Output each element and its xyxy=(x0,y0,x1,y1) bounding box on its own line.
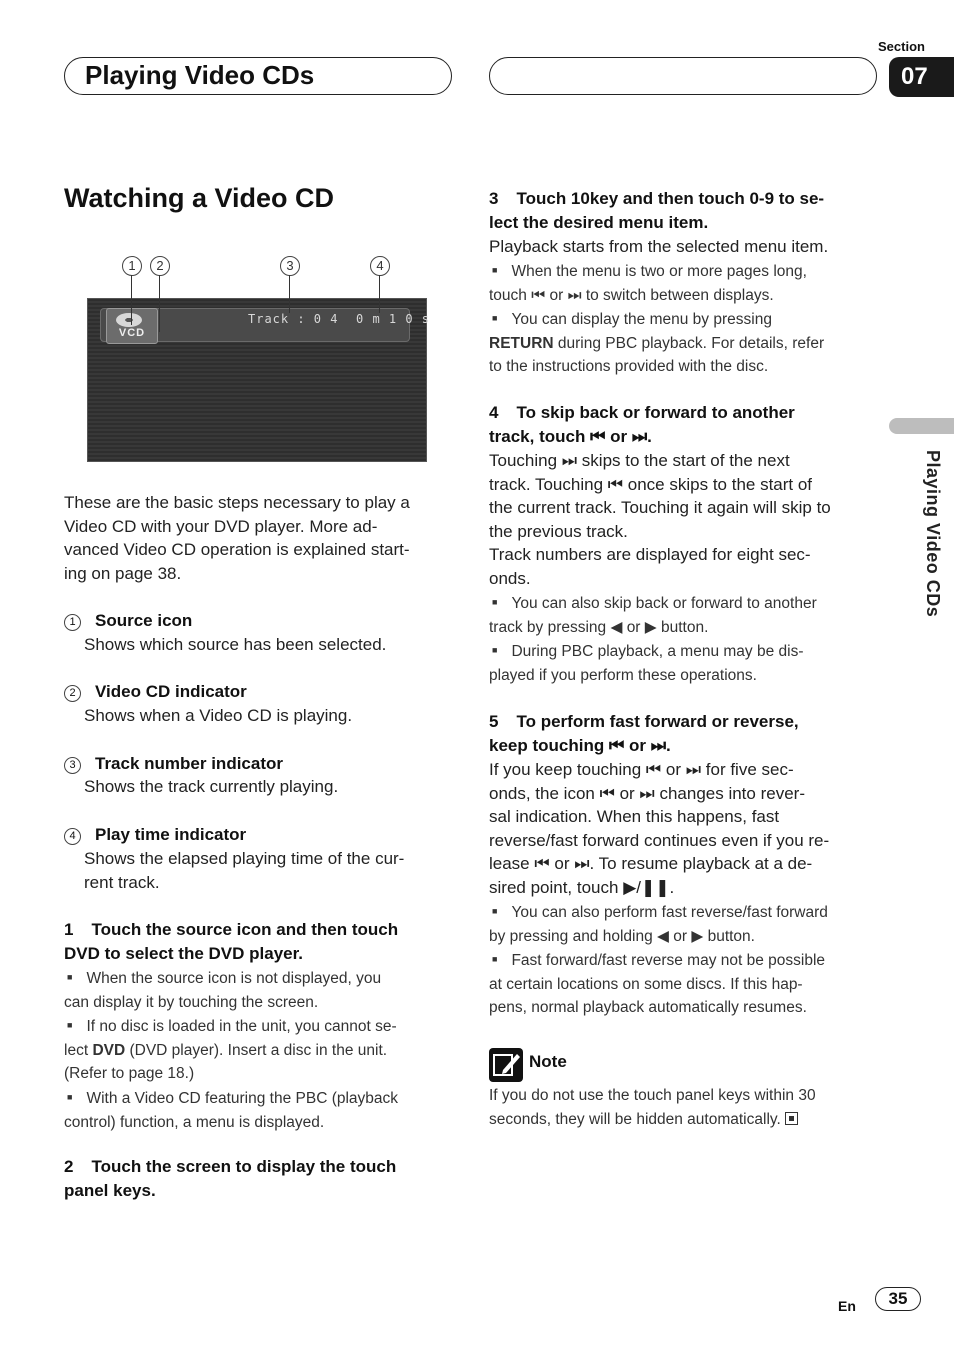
step-4-body: Touching ⏭ skips to the start of the next track. Touching ⏮ once skips to the start of the current track. Touching it again will skip to the previous track. Track numbers are displayed for eight sec- onds. xyxy=(489,451,831,588)
note-pencil-icon xyxy=(489,1048,523,1082)
section-title: Playing Video CDs xyxy=(85,60,315,90)
callout-4: 4 xyxy=(370,256,390,276)
leader-line-1 xyxy=(131,275,132,325)
step-4-heading: 4 To skip back or forward to another track, touch ⏮ or ⏭. xyxy=(489,403,795,446)
step-1-heading: 1 Touch the source icon and then touch DVD to select the DVD player. xyxy=(64,920,399,963)
step-5-body: If you keep touching ⏮ or ⏭ for five sec- onds, the icon ⏮ or ⏭ changes into rever- sal indication. When this happens, fast reverse/fast forward continues even if you re- lease ⏮ or ⏭. To resume playback at a de- sired point, touch ▶/❚❚. xyxy=(489,760,830,897)
disc-icon xyxy=(116,313,142,327)
play-time-indicator: 0 m 1 0 s xyxy=(356,312,431,326)
item-video-cd-indicator-desc: Shows when a Video CD is playing. xyxy=(84,706,353,725)
language-label: En xyxy=(838,1298,856,1314)
step-2-heading: 2 Touch the screen to display the touch panel keys. xyxy=(64,1157,397,1200)
leader-line-4 xyxy=(379,275,380,313)
step-3-heading: 3 Touch 10key and then touch 0-9 to se- lect the desired menu item. xyxy=(489,189,825,232)
leader-line-2 xyxy=(159,275,160,332)
leader-line-3 xyxy=(289,275,290,313)
note-label: Note xyxy=(529,1052,567,1071)
section-number: 07 xyxy=(889,57,954,97)
side-tab-label: Playing Video CDs xyxy=(923,450,943,618)
page-title: Watching a Video CD xyxy=(64,183,335,213)
callout-3: 3 xyxy=(280,256,300,276)
callout-1: 1 xyxy=(122,256,142,276)
item-play-time-desc: Shows the elapsed playing time of the cur- rent track. xyxy=(84,849,405,892)
item-video-cd-indicator-title: 2 Video CD indicator xyxy=(64,680,247,704)
end-mark-icon xyxy=(785,1112,798,1125)
item-track-number-desc: Shows the track currently playing. xyxy=(84,777,339,796)
track-number-indicator: Track : 0 4 xyxy=(248,312,339,326)
step-5-notes: ■ You can also perform fast reverse/fast forward by pressing and holding ◀ or ▶ button. ■ Fast forward/fast reverse may not be possible at certain locations on some discs. If this hap- pens, normal playback automatically resumes. xyxy=(489,900,884,1020)
item-source-icon-title: 1 Source icon xyxy=(64,609,192,633)
step-3-body: Playback starts from the selected menu item. xyxy=(489,237,829,256)
item-source-icon-desc: Shows which source has been selected. xyxy=(84,635,387,654)
step-5-heading: 5 To perform fast forward or reverse, keep touching ⏮ or ⏭. xyxy=(489,712,799,755)
video-cd-indicator: VCD xyxy=(118,327,146,339)
note-text: If you do not use the touch panel keys within 30 seconds, they will be hidden automatically. xyxy=(489,1087,816,1128)
section-label: Section xyxy=(878,39,925,54)
step-3-notes: ■ When the menu is two or more pages long, touch ⏮ or ⏭ to switch between displays. ■ You can display the menu by pressing RETURN during PBC playback. For details, refer to the instructions provided with the disc. xyxy=(489,259,879,379)
callout-2: 2 xyxy=(150,256,170,276)
side-tab-bar xyxy=(889,418,954,434)
step-1-notes: ■ When the source icon is not displayed, you can display it by touching the screen. ■ If no disc is loaded in the unit, you cannot se- lect DVD (DVD player). Insert a disc in the unit. (Refer to page 18.) ■ With a Video CD featuring the PBC (playback control) function, a menu is displayed. xyxy=(64,966,449,1134)
step-4-notes: ■ You can also skip back or forward to another track by pressing ◀ or ▶ button. ■ During PBC playback, a menu may be dis- played if you perform these operations. xyxy=(489,591,879,687)
intro-paragraph: These are the basic steps necessary to play a Video CD with your DVD player. More ad- vanced Video CD operation is explained start- ing on page 38. xyxy=(64,493,410,583)
page-number: 35 xyxy=(875,1287,921,1311)
section-title-box xyxy=(64,57,452,95)
header-blank-box xyxy=(489,57,877,95)
item-play-time-title: 4 Play time indicator xyxy=(64,823,246,847)
item-track-number-title: 3 Track number indicator xyxy=(64,752,283,776)
